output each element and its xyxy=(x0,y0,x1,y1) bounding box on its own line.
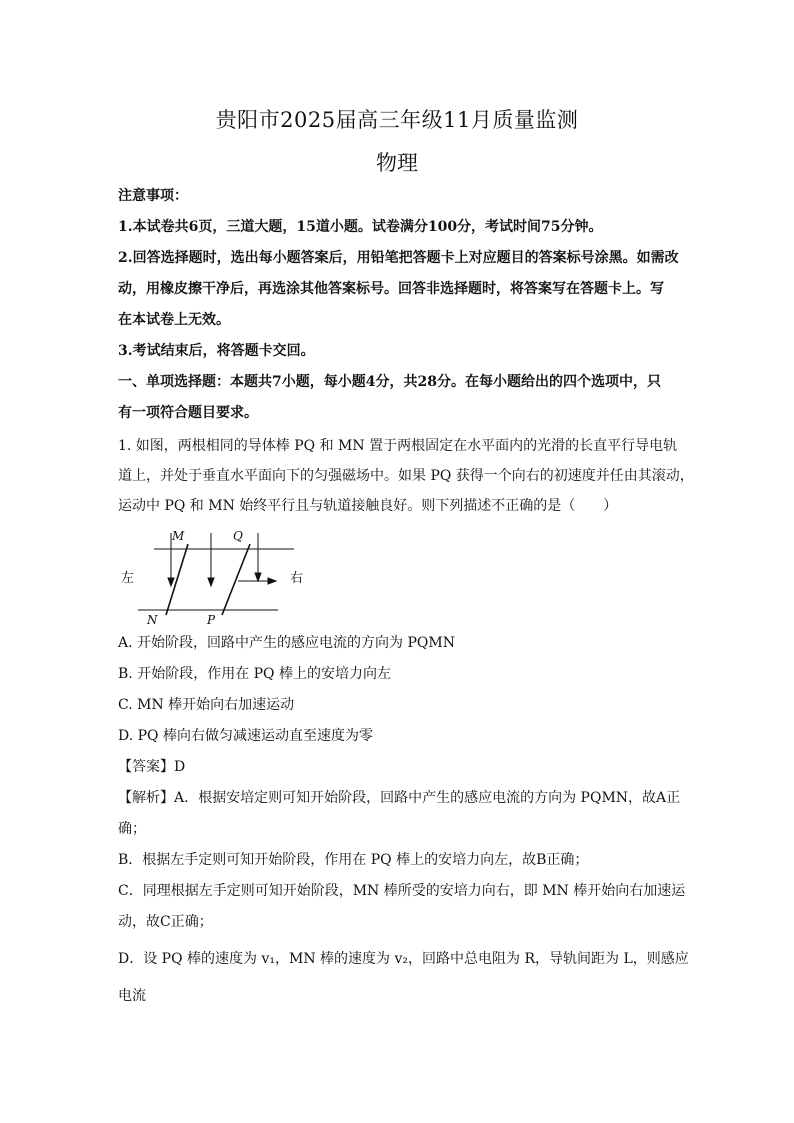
exam-subject: 物理 xyxy=(376,151,418,175)
analysis-line-7: 电流 xyxy=(118,988,146,1004)
option-c: C. MN 棒开始向右加速运动 xyxy=(118,697,295,713)
notice-item-2-line-3: 在本试卷上无效。 xyxy=(118,312,230,328)
section-heading-line-1: 一、单项选择题：本题共7小题，每小题4分，共28分。在每小题给出的四个选项中，只 xyxy=(118,374,661,390)
option-a: A. 开始阶段，回路中产生的感应电流的方向为 PQMN xyxy=(118,635,455,651)
analysis-line-1: 【解析】A．根据安培定则可知开始阶段，回路中产生的感应电流的方向为 PQMN，故A正 xyxy=(118,790,681,806)
label-n: N xyxy=(147,613,158,627)
analysis-line-5: 动，故C正确； xyxy=(118,914,213,930)
label-q: Q xyxy=(233,529,243,543)
notice-item-3: 3.考试结束后，将答题卡交回。 xyxy=(118,343,315,359)
exam-title: 贵阳市2025届高三年级11月质量监测 xyxy=(215,108,579,132)
notice-item-2-line-2: 动，用橡皮擦干净后，再选涂其他答案标号。回答非选择题时，将答案写在答题卡上。写 xyxy=(118,281,664,297)
analysis-line-2: 确； xyxy=(118,821,146,837)
option-b: B. 开始阶段，作用在 PQ 棒上的安培力向左 xyxy=(118,666,391,682)
field-arrow-3 xyxy=(255,533,261,581)
analysis-line-6: D．设 PQ 棒的速度为 v₁，MN 棒的速度为 v₂，回路中总电阻为 R，导轨间距为 L，则感应 xyxy=(118,951,689,967)
label-p: P xyxy=(207,613,216,627)
analysis-line-3: B．根据左手定则可知开始阶段，作用在 PQ 棒上的安培力向左，故B正确； xyxy=(118,852,589,868)
notice-item-1: 1.本试卷共6页，三道大题，15道小题。试卷满分100分，考试时间75分钟。 xyxy=(118,219,603,235)
question-1-stem-line-1: 1. 如图，两根相同的导体棒 PQ 和 MN 置于两根固定在水平面内的光滑的长直平行导电轨 xyxy=(118,438,678,454)
question-1-stem-line-3: 运动中 PQ 和 MN 始终平行且与轨道接触良好。则下列描述不正确的是（ ） xyxy=(118,498,618,514)
label-left: 左 xyxy=(121,571,135,586)
label-m: M xyxy=(172,529,185,543)
answer: 【答案】D xyxy=(118,759,186,775)
field-arrow-2 xyxy=(208,533,214,586)
option-d: D. PQ 棒向右做匀减速运动直至速度为零 xyxy=(118,728,373,744)
question-1-figure xyxy=(118,524,318,628)
question-1-stem-line-2: 道上，并处于垂直水平面向下的匀强磁场中。如果 PQ 获得一个向右的初速度并任由其滚动， xyxy=(118,468,694,484)
notice-item-2-line-1: 2.回答选择题时，选出每小题答案后，用铅笔把答题卡上对应题目的答案标号涂黑。如需改 xyxy=(118,250,679,266)
analysis-line-4: C．同理根据左手定则可知开始阶段，MN 棒所受的安培力向右，即 MN 棒开始向右加速运 xyxy=(118,883,686,899)
rod-pq xyxy=(222,544,250,615)
notice-heading: 注意事项： xyxy=(118,188,188,204)
section-heading-line-2: 有一项符合题目要求。 xyxy=(118,405,258,421)
label-right: 右 xyxy=(290,571,304,586)
